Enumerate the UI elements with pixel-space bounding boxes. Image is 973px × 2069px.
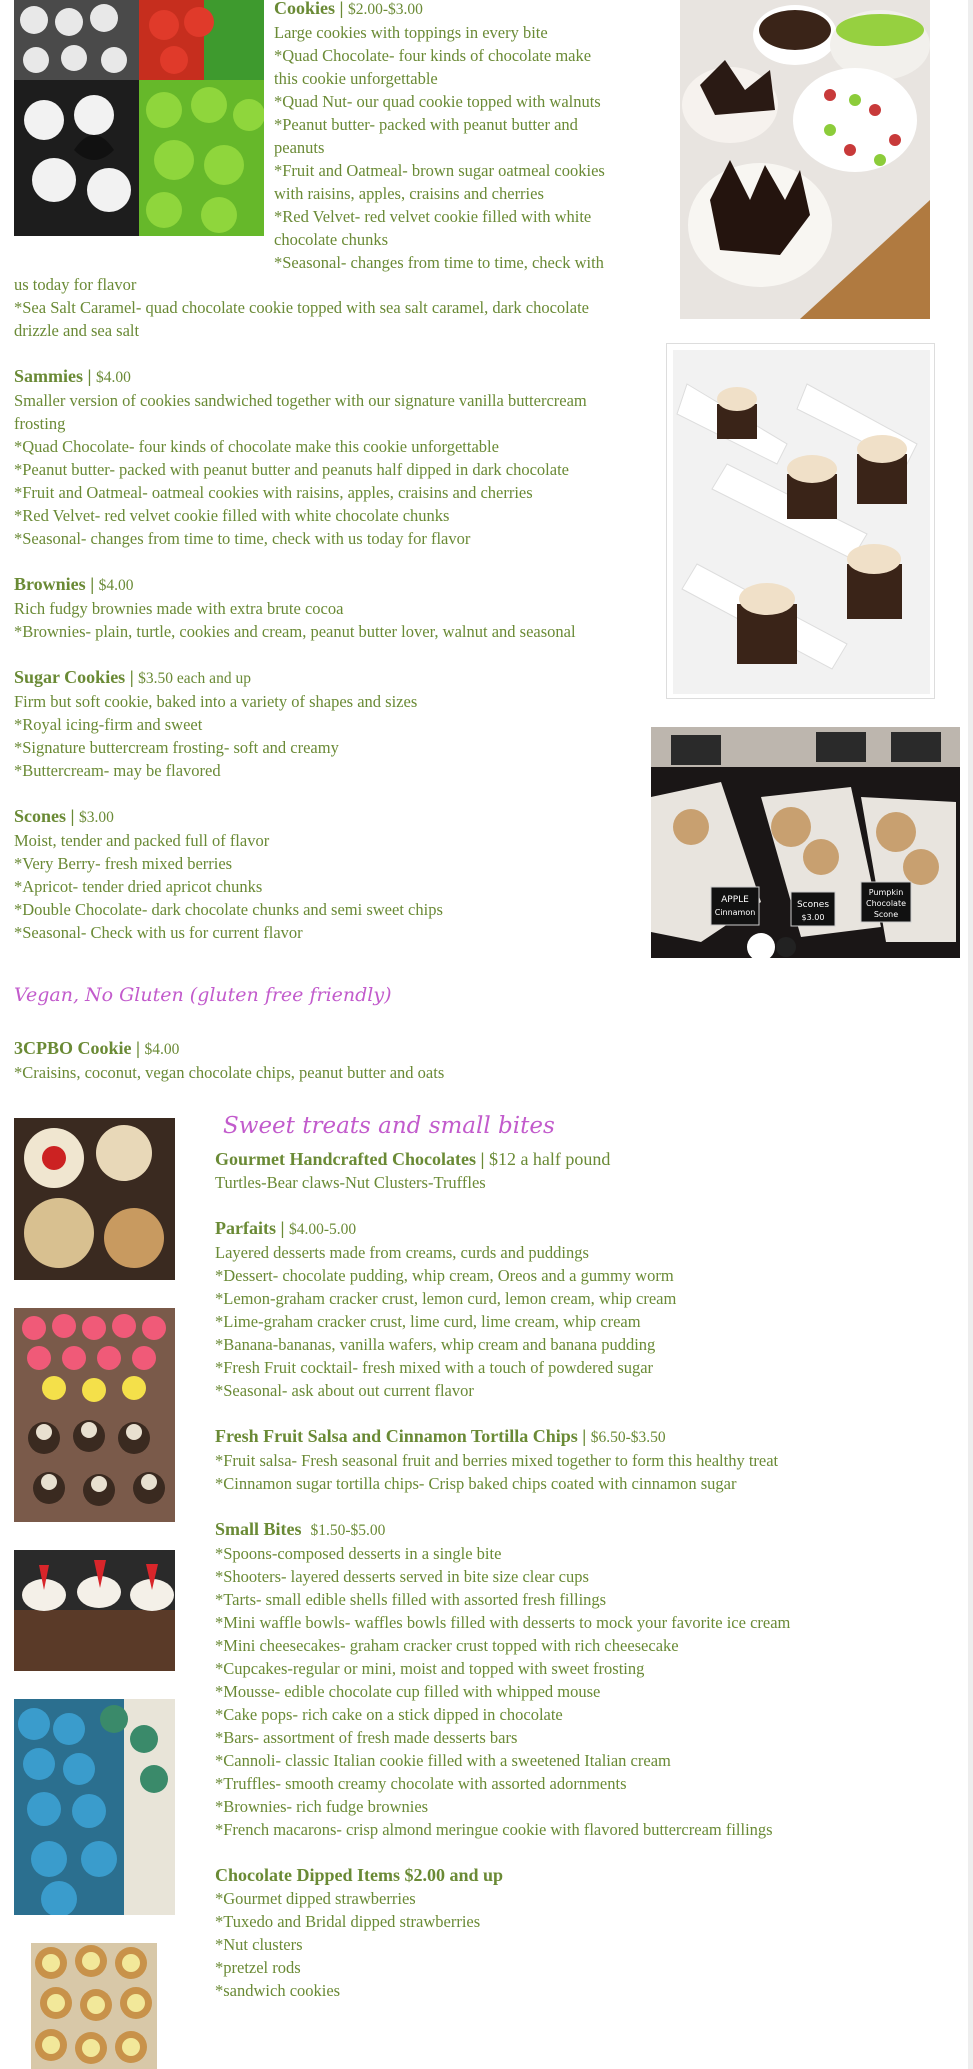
dipped-line: *sandwich cookies — [215, 1981, 341, 2000]
small-bites-line: *Brownies- rich fudge brownies — [215, 1797, 429, 1816]
page-right-border — [968, 0, 973, 2069]
parfaits-line: Layered desserts made from creams, curds and puddings — [215, 1243, 589, 1262]
dipped-title: Chocolate Dipped Items $2.00 and up — [215, 1865, 504, 1885]
label-scones: Scones — [796, 900, 830, 910]
mini-cupcakes-photo — [14, 1308, 175, 1522]
cookies-line: us today for flavor — [14, 275, 137, 294]
small-bites-line: *Tarts- small edible shells filled with assorted fresh fillings — [215, 1590, 607, 1609]
cookies-line: peanuts — [274, 138, 325, 157]
cookies-title: Cookies — [274, 0, 336, 18]
small-bites-line: *Bars- assortment of fresh made desserts bars — [215, 1728, 518, 1747]
spoons-photo — [666, 343, 935, 699]
small-bites-line: *Cake pops- rich cake on a stick dipped in chocolate — [215, 1705, 563, 1724]
vegan-section: 3CPBO Cookie | $4.00 *Craisins, coconut, vegan chocolate chips, peanut butter and oats — [14, 1037, 654, 1084]
sugar-cookies-line: *Buttercream- may be flavored — [14, 761, 221, 780]
gourmet-price: $12 a half pound — [488, 1149, 611, 1169]
dipped-line: *Tuxedo and Bridal dipped strawberries — [215, 1912, 481, 1931]
gourmet-line: Turtles-Bear claws-Nut Clusters-Truffles — [215, 1173, 486, 1192]
cpbo-line: *Craisins, coconut, vegan chocolate chips, peanut butter and oats — [14, 1063, 445, 1082]
cookies-line: this cookie unforgettable — [274, 69, 438, 88]
cookies-line: chocolate chunks — [274, 230, 389, 249]
sugar-cookies-title: Sugar Cookies — [14, 667, 126, 687]
sammies-line: *Seasonal- changes from time to time, check with us today for flavor — [14, 529, 471, 548]
cookies-section: Cookies | $2.00-$3.00 Large cookies with toppings in every bite *Quad Chocolate- four kinds of chocolate make this cookie unforgettable *Quad Nut- our quad cookie topped with walnuts *Peanut butter- packed with peanut butter and peanuts *Fruit and Oatmeal- brown sugar oatmeal cookies with raisins, apples, craisins and cherries *Red Velvet- red velvet cookie filled with white chocolate chunks *Seasonal- changes from time to time, check with — [274, 0, 654, 274]
small-bites-title: Small Bites — [215, 1519, 302, 1539]
scones-display-photo — [651, 727, 960, 958]
sammies-price: $4.00 — [95, 369, 131, 386]
cookies-line: Large cookies with toppings in every bite — [274, 23, 548, 42]
small-bites-line: *Mini cheesecakes- graham cracker crust topped with rich cheesecake — [215, 1636, 679, 1655]
brownies-price: $4.00 — [98, 577, 134, 594]
salsa-line: *Cinnamon sugar tortilla chips- Crisp baked chips coated with cinnamon sugar — [215, 1474, 737, 1493]
brownies-line: *Brownies- plain, turtle, cookies and cream, peanut butter lover, walnut and seasonal — [14, 622, 576, 641]
parfaits-line: *Seasonal- ask about out current flavor — [215, 1381, 474, 1400]
sammies-line: *Red Velvet- red velvet cookie filled with white chocolate chunks — [14, 506, 450, 525]
cookies-line: *Seasonal- changes from time to time, check with — [274, 253, 604, 272]
left-column-text: us today for flavor *Sea Salt Caramel- quad chocolate cookie topped with sea salt caramel, dark chocolate drizzle and sea salt Sammies | $4.00 Smaller version of cookies sandwiched together with our signature vanilla buttercream frosting *Quad Chocolate- four kinds of chocolate make this cookie unforgettable *Peanut butter- packed with peanut butter and peanuts half dipped in dark chocolate *Fruit and Oatmeal- oatmeal cookies with raisins, apples, craisins and cherries *Red Velvet- red velvet cookie filled with white chocolate chunks *Seasonal- changes from time to time, check with us today for flavor Brownies | $4.00 Rich fudgy brownies made with extra brute cocoa *Brownies- plain, turtle, cookies and cream, peanut butter lover, walnut and seasonal Sugar Cookies | $3.50 each and up Firm but soft cookie, baked into a variety of shapes and sizes *Royal icing-firm and sweet *Signature buttercream frosting- soft and creamy *Buttercream- may be flavored Scones | $3.00 Moist, tender and packed full of flavor *Very Berry- fresh mixed berries *Apricot- tender dried apricot chunks *Double Chocolate- dark chocolate chunks and semi sweet chips *Seasonal- Check with us for current flavor — [14, 273, 654, 944]
salsa-title: Fresh Fruit Salsa and Cinnamon Tortilla Chips — [215, 1426, 578, 1446]
cookies-line: drizzle and sea salt — [14, 321, 140, 340]
salsa-price: $6.50-$3.50 — [590, 1429, 666, 1446]
cookies-line: *Sea Salt Caramel- quad chocolate cookie topped with sea salt caramel, dark chocolate — [14, 298, 589, 317]
sammies-line: Smaller version of cookies sandwiched together with our signature vanilla buttercream — [14, 391, 587, 410]
scones-line: *Double Chocolate- dark chocolate chunks and semi sweet chips — [14, 900, 443, 919]
label-scone: Scone — [873, 910, 899, 919]
cupcakes-photo — [14, 0, 264, 236]
scones-title: Scones — [14, 806, 67, 826]
sugar-cookies-price: $3.50 each and up — [138, 670, 251, 687]
parfait-cups-photo — [14, 1118, 175, 1280]
parfaits-line: *Lime-graham cracker crust, lime curd, lime cream, whip cream — [215, 1312, 641, 1331]
sweet-treats-section: Gourmet Handcrafted Chocolates | $12 a half pound Turtles-Bear claws-Nut Clusters-Truffles Parfaits | $4.00-5.00 Layered desserts made from creams, curds and puddings *Dessert- chocolate pudding, whip cream, Oreos and a gummy worm *Lemon-graham cracker crust, lemon curd, lemon cream, whip cream *Lime-graham cracker crust, lime curd, lime cream, whip cream *Banana-bananas, vanilla wafers, whip cream and banana pudding *Fresh Fruit cocktail- fresh mixed with a touch of powdered sugar *Seasonal- ask about out current flavor Fresh Fruit Salsa and Cinnamon Tortilla Chips | $6.50-$3.50 *Fruit salsa- Fresh seasonal fruit and berries mixed together to form this healthy treat *Cinnamon sugar tortilla chips- Crisp baked chips coated with cinnamon sugar Small Bites $1.50-$5.00 *Spoons-composed desserts in a single bite *Shooters- layered desserts served in bite size clear cups *Tarts- small edible shells filled with assorted fresh fillings *Mini waffle bowls- waffles bowls filled with desserts to mock your favorite ice cream *Mini cheesecakes- graham cracker crust topped with rich cheesecake *Cupcakes-regular or mini, moist and topped with sweet frosting *Mousse- edible chocolate cup filled with whipped mouse *Cake pops- rich cake on a stick dipped in chocolate *Bars- assortment of fresh made desserts bars *Cannoli- classic Italian cookie filled with a sweetened Italian cream *Truffles- smooth creamy chocolate with assorted adornments *Brownies- rich fudge brownies *French macarons- crisp almond meringue cookie with flavored buttercream fillings Chocolate Dipped Items $2.00 and up *Gourmet dipped strawberries *Tuxedo and Bridal dipped strawberries *Nut clusters *pretzel rods *sandwich cookies — [215, 1148, 955, 2002]
sweet-treats-heading: Sweet treats and small bites — [223, 1113, 555, 1139]
sammies-line: *Peanut butter- packed with peanut butter and peanuts half dipped in dark chocolate — [14, 460, 569, 479]
strawberry-shooters-photo — [14, 1550, 175, 1671]
vegan-heading: Vegan, No Gluten (gluten free friendly) — [14, 984, 392, 1006]
label-chocolate: Chocolate — [865, 899, 907, 908]
cookies-line: *Quad Nut- our quad cookie topped with walnuts — [274, 92, 601, 111]
parfaits-line: *Fresh Fruit cocktail- fresh mixed with a touch of powdered sugar — [215, 1358, 654, 1377]
dipped-line: *Gourmet dipped strawberries — [215, 1889, 416, 1908]
parfaits-line: *Banana-bananas, vanilla wafers, whip cream and banana pudding — [215, 1335, 656, 1354]
small-bites-price: $1.50-$5.00 — [310, 1522, 386, 1539]
lemon-tarts-photo — [31, 1943, 157, 2069]
cakes-photo — [680, 0, 930, 319]
small-bites-line: *Cupcakes-regular or mini, moist and topped with sweet frosting — [215, 1659, 645, 1678]
salsa-line: *Fruit salsa- Fresh seasonal fruit and berries mixed together to form this healthy treat — [215, 1451, 779, 1470]
scones-line: *Apricot- tender dried apricot chunks — [14, 877, 263, 896]
sammies-title: Sammies — [14, 366, 83, 386]
brownies-title: Brownies — [14, 574, 86, 594]
scones-price: $3.00 — [78, 809, 114, 826]
scones-line: Moist, tender and packed full of flavor — [14, 831, 270, 850]
small-bites-line: *Truffles- smooth creamy chocolate with assorted adornments — [215, 1774, 627, 1793]
cpbo-title: 3CPBO Cookie — [14, 1038, 132, 1058]
cookies-line: *Red Velvet- red velvet cookie filled with white — [274, 207, 592, 226]
sugar-cookies-line: *Signature buttercream frosting- soft and creamy — [14, 738, 339, 757]
small-bites-line: *Spoons-composed desserts in a single bite — [215, 1544, 502, 1563]
cookies-line: *Peanut butter- packed with peanut butter and — [274, 115, 578, 134]
sammies-line: frosting — [14, 414, 66, 433]
label-apple: APPLE — [721, 895, 749, 905]
sammies-line: *Fruit and Oatmeal- oatmeal cookies with raisins, apples, craisins and cherries — [14, 483, 533, 502]
parfaits-line: *Lemon-graham cracker crust, lemon curd, lemon cream, whip cream — [215, 1289, 677, 1308]
cookies-line: with raisins, apples, craisins and cherries — [274, 184, 544, 203]
small-bites-line: *Shooters- layered desserts served in bite size clear cups — [215, 1567, 589, 1586]
parfaits-line: *Dessert- chocolate pudding, whip cream, Oreos and a gummy worm — [215, 1266, 674, 1285]
small-bites-line: *Cannoli- classic Italian cookie filled with a sweetened Italian cream — [215, 1751, 671, 1770]
cookies-line: *Fruit and Oatmeal- brown sugar oatmeal cookies — [274, 161, 605, 180]
brownies-line: Rich fudgy brownies made with extra brute cocoa — [14, 599, 344, 618]
parfaits-price: $4.00-5.00 — [288, 1221, 357, 1238]
label-cinnamon: Cinnamon — [714, 908, 756, 917]
label-price: $3.00 — [801, 913, 825, 922]
sammies-line: *Quad Chocolate- four kinds of chocolate make this cookie unforgettable — [14, 437, 499, 456]
sugar-cookies-line: *Royal icing-firm and sweet — [14, 715, 203, 734]
scones-line: *Very Berry- fresh mixed berries — [14, 854, 233, 873]
cpbo-price: $4.00 — [144, 1041, 180, 1058]
dipped-line: *pretzel rods — [215, 1958, 301, 1977]
macarons-photo — [14, 1699, 175, 1915]
small-bites-line: *Mini waffle bowls- waffles bowls filled with desserts to mock your favorite ice cream — [215, 1613, 791, 1632]
scones-line: *Seasonal- Check with us for current flavor — [14, 923, 303, 942]
label-pumpkin: Pumpkin — [868, 888, 904, 897]
sugar-cookies-line: Firm but soft cookie, baked into a variety of shapes and sizes — [14, 692, 418, 711]
dipped-line: *Nut clusters — [215, 1935, 303, 1954]
gourmet-title: Gourmet Handcrafted Chocolates — [215, 1149, 476, 1169]
small-bites-line: *French macarons- crisp almond meringue cookie with flavored buttercream fillings — [215, 1820, 773, 1839]
small-bites-line: *Mousse- edible chocolate cup filled with whipped mouse — [215, 1682, 601, 1701]
cookies-price: $2.00-$3.00 — [347, 1, 423, 18]
cookies-line: *Quad Chocolate- four kinds of chocolate make — [274, 46, 592, 65]
parfaits-title: Parfaits — [215, 1218, 276, 1238]
